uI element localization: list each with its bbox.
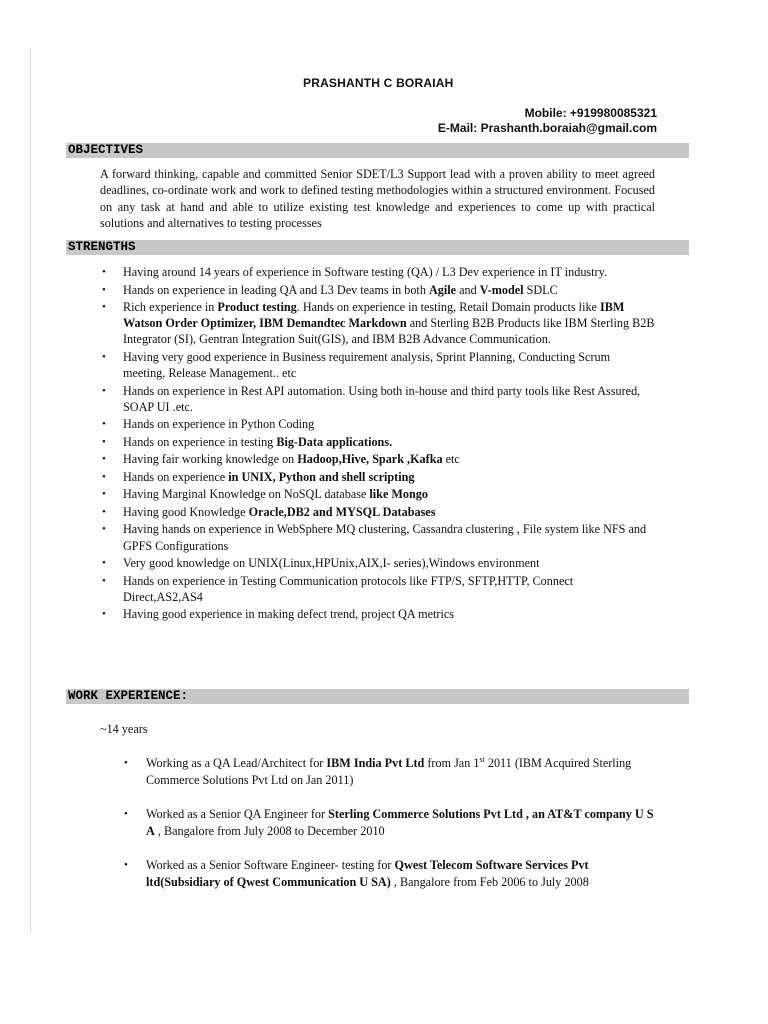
mobile-number: Mobile: +919980085321 <box>524 106 657 120</box>
item-text: Hands on experience <box>123 469 229 484</box>
item-text: , Bangalore from July 2008 to December 2010 <box>154 824 385 838</box>
bullet-icon: • <box>102 453 106 466</box>
strength-item <box>102 383 655 415</box>
bullet-icon: • <box>124 757 128 769</box>
strength-item <box>102 555 655 571</box>
bold-text: Product testing <box>217 300 297 314</box>
bullet-icon: • <box>102 470 106 483</box>
item-text: Having fair working knowledge on <box>123 452 298 467</box>
work-item <box>124 857 664 891</box>
item-text: Having Marginal Knowledge on NoSQL database <box>123 487 370 502</box>
bold-text: V-model <box>479 282 524 297</box>
strength-item <box>102 573 655 605</box>
bold-text: Oracle,DB2 and MYSQL Databases <box>248 504 436 519</box>
strengths-list <box>102 264 655 624</box>
strength-item <box>102 299 655 348</box>
item-text: . Hands on experience in testing, Retail Domain products like <box>296 300 601 314</box>
bullet-icon: • <box>124 808 128 820</box>
work-item <box>124 755 664 789</box>
bullet-icon: • <box>102 384 106 397</box>
strength-item <box>102 451 655 467</box>
item-text: Hands on experience in leading QA and L3 Dev teams in both <box>123 282 429 297</box>
strength-item <box>102 264 655 280</box>
item-text: Having good Knowledge <box>123 504 249 519</box>
work-experience-list <box>124 755 664 908</box>
item-text: Having good experience in making defect trend, project QA metrics <box>123 607 454 622</box>
experience-years: ~14 years <box>100 722 148 736</box>
objectives-heading: OBJECTIVES <box>66 143 689 158</box>
item-text: 2011 (IBM Acquired Sterling Commerce Solutions Pvt Ltd on Jan 2011) <box>146 756 632 787</box>
strength-item <box>102 606 655 622</box>
bullet-icon: • <box>102 283 106 296</box>
item-text: Worked as a Senior QA Engineer for <box>146 807 329 821</box>
bullet-icon: • <box>102 350 106 363</box>
item-text: Having around 14 years of experience in Software testing (QA) / L3 Dev experience in IT industry. <box>123 265 607 279</box>
bullet-icon: • <box>102 488 106 501</box>
item-text: Having very good experience in Business requirement analysis, Sprint Planning, Conducting Scrum meeting, Release Management.. etc <box>123 349 611 381</box>
bullet-icon: • <box>102 418 106 431</box>
item-text: Hands on experience in Testing Communication protocols like FTP/S, SFTP,HTTP, Connect Direct,AS2,AS4 <box>123 573 574 604</box>
strength-item <box>102 434 655 450</box>
work-item <box>124 806 664 840</box>
bold-text: Big-Data applications. <box>276 434 393 449</box>
item-text: st <box>479 754 485 764</box>
work-experience-heading: WORK EXPERIENCE: <box>66 689 689 704</box>
bold-text: Qwest Telecom Software Services Pvt ltd(Subsidiary of Qwest Communication U SA) <box>146 858 589 889</box>
bold-text: Agile <box>428 282 457 297</box>
bold-text: IBM India Pvt Ltd <box>326 756 425 770</box>
bullet-icon: • <box>102 301 106 313</box>
strength-item <box>102 416 655 432</box>
strengths-heading: STRENGTHS <box>66 240 689 255</box>
item-text: and <box>456 282 480 297</box>
strength-item <box>102 349 655 381</box>
bullet-icon: • <box>124 859 128 871</box>
item-text: SDLC <box>523 282 558 297</box>
item-text: from Jan 1 <box>424 756 480 770</box>
item-text: and Sterling B2B Products like IBM Sterling B2B Integrator (SI), Gentran Integration Suit(GIS), and IBM B2B Advance Communication. <box>123 316 655 347</box>
bullet-icon: • <box>102 435 106 448</box>
strength-item <box>102 469 655 485</box>
bold-text: IBM Watson Order Optimizer, IBM Demandtec Markdown <box>123 300 625 331</box>
item-text: Rich experience in <box>123 300 218 314</box>
bullet-icon: • <box>102 523 106 536</box>
item-text: Having hands on experience in WebSphere MQ clustering, Cassandra clustering , File system like NFS and GPFS Configurations <box>123 522 647 553</box>
candidate-name: PRASHANTH C BORAIAH <box>303 76 454 90</box>
bold-text: in UNIX, Python and shell scripting <box>228 469 415 484</box>
item-text: Hands on experience in testing <box>123 434 277 449</box>
bullet-icon: • <box>102 266 106 278</box>
item-text: Hands on experience in Python Coding <box>123 417 315 432</box>
bold-text: like Mongo <box>369 487 428 502</box>
item-text: Very good knowledge on UNIX(Linux,HPUnix,AIX,I- series),Windows environment <box>123 556 540 571</box>
bullet-icon: • <box>102 557 106 570</box>
item-text: , Bangalore from Feb 2006 to July 2008 <box>390 875 589 889</box>
contact-block <box>438 106 657 136</box>
item-text: Worked as a Senior Software Engineer- testing for <box>146 858 395 872</box>
strength-item <box>102 521 655 553</box>
bullet-icon: • <box>102 608 106 621</box>
strength-item <box>102 504 655 520</box>
item-text: etc <box>442 452 460 467</box>
bullet-icon: • <box>102 505 106 518</box>
page-margin-rule <box>30 48 31 933</box>
strength-item <box>102 282 655 298</box>
bold-text: Sterling Commerce Solutions Pvt Ltd , an AT&T company U S A <box>146 807 654 838</box>
bold-text: Hadoop,Hive, Spark ,Kafka <box>297 452 443 467</box>
email-address: E-Mail: Prashanth.boraiah@gmail.com <box>437 121 657 135</box>
item-text: Working as a QA Lead/Architect for <box>146 756 327 770</box>
item-text: Hands on experience in Rest API automation. Using both in-house and third party tools like Rest Assured, SOAP UI .etc. <box>123 383 641 414</box>
strength-item <box>102 486 655 502</box>
bullet-icon: • <box>102 574 106 587</box>
objectives-text: A forward thinking, capable and committed Senior SDET/L3 Support lead with a proven ability to meet agreed deadlines, co-ordinate work and work to defined testing methodologies within a structured environment. Focused on any task at hand and able to utilize existing test knowledge and experiences to come up with practical solutions and alternatives to testing processes <box>100 167 655 230</box>
